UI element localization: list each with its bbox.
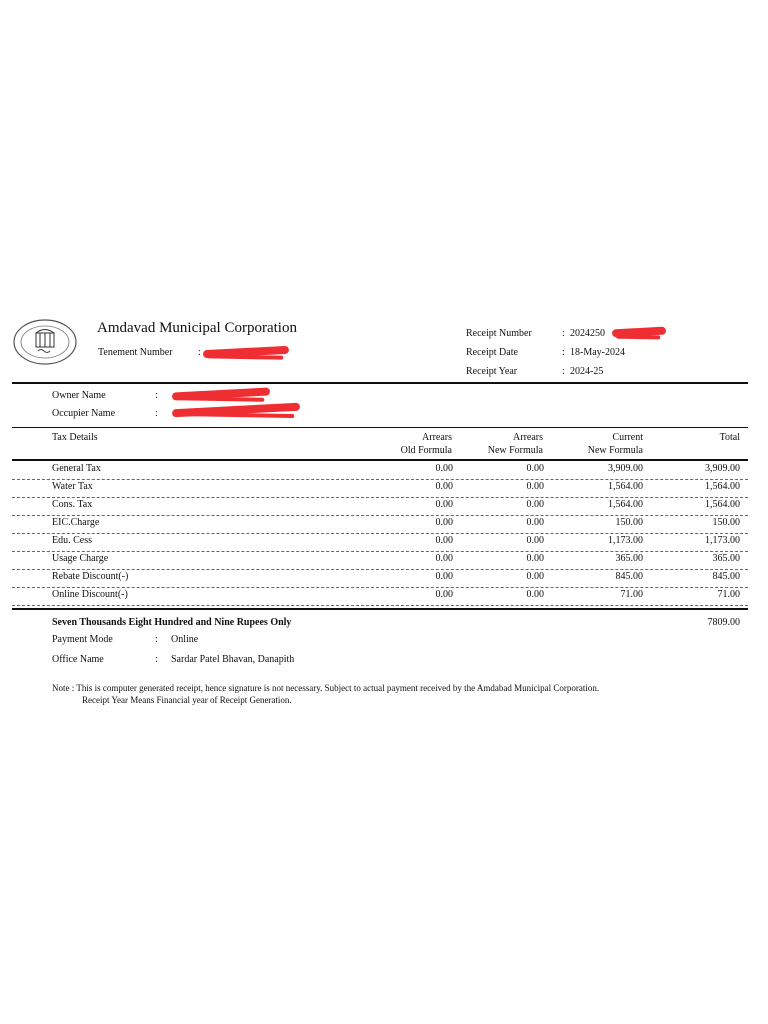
tax-name: Edu. Cess [52, 535, 92, 546]
receipt-number-label: Receipt Number [466, 328, 532, 339]
arrears-old-value: 0.00 [435, 589, 453, 600]
amount-total: 7809.00 [707, 617, 740, 628]
occupier-name-label: Occupier Name [52, 408, 116, 419]
note-line-2: Receipt Year Means Financial year of Receipt Generation. [82, 695, 292, 705]
total-header: Total [719, 432, 740, 443]
arrears-new-value: 0.00 [526, 463, 544, 474]
arrears-new-header [488, 431, 543, 457]
arrears-old-header [401, 431, 452, 457]
total-value: 150.00 [712, 517, 740, 528]
current-header [588, 431, 643, 457]
current-value: 150.00 [615, 517, 643, 528]
receipt-year-separator: : [562, 366, 565, 377]
tenement-number-label: Tenement Number [98, 347, 173, 358]
arrears-new-value: 0.00 [526, 571, 544, 582]
arrears-new-value: 0.00 [526, 499, 544, 510]
organization-name: Amdavad Municipal Corporation [97, 320, 297, 336]
owner-divider [12, 427, 748, 428]
current-value: 1,173.00 [608, 535, 643, 546]
payment-mode-value: Online [171, 634, 199, 645]
current-value: 3,909.00 [608, 463, 643, 474]
arrears-old-value: 0.00 [435, 481, 453, 492]
arrears-new-header-line1: Arrears [513, 432, 543, 443]
arrears-old-header-line2: Old Formula [400, 445, 452, 456]
arrears-old-value: 0.00 [435, 517, 453, 528]
receipt-number-redaction [612, 327, 666, 338]
arrears-old-value: 0.00 [435, 571, 453, 582]
table-row [12, 515, 748, 534]
arrears-old-header-line1: Arrears [422, 432, 452, 443]
tax-name: Water Tax [52, 481, 93, 492]
arrears-old-value: 0.00 [435, 535, 453, 546]
arrears-old-value: 0.00 [435, 463, 453, 474]
receipt-number-separator: : [562, 328, 565, 339]
table-row [12, 587, 748, 606]
tax-name: EIC.Charge [52, 517, 100, 528]
arrears-new-value: 0.00 [526, 517, 544, 528]
amount-in-words: Seven Thousands Eight Hundred and Nine Rupees Only [52, 617, 292, 628]
current-value: 1,564.00 [608, 481, 643, 492]
total-value: 1,564.00 [705, 499, 740, 510]
tax-name: Rebate Discount(-) [52, 571, 129, 582]
table-row [12, 497, 748, 516]
total-value: 71.00 [717, 589, 740, 600]
table-bottom-divider [12, 608, 748, 610]
tax-name: Online Discount(-) [52, 589, 128, 600]
tax-name: General Tax [52, 463, 101, 474]
table-row [12, 533, 748, 552]
total-value: 1,173.00 [705, 535, 740, 546]
receipt-date-separator: : [562, 347, 565, 358]
arrears-new-value: 0.00 [526, 481, 544, 492]
total-value: 365.00 [712, 553, 740, 564]
owner-name-label: Owner Name [52, 390, 106, 401]
note-line-1: Note : This is computer generated receipt, hence signature is not necessary. Subject to actual payment received by the Amdabad Municipal Corporation. [52, 683, 600, 693]
owner-name-separator: : [155, 390, 158, 401]
total-value: 845.00 [712, 571, 740, 582]
office-name-separator: : [155, 654, 158, 665]
current-value: 71.00 [620, 589, 643, 600]
current-value: 365.00 [615, 553, 643, 564]
receipt-date-value: 18-May-2024 [570, 347, 625, 358]
table-row [12, 569, 748, 588]
arrears-new-value: 0.00 [526, 589, 544, 600]
current-header-line1: Current [612, 432, 643, 443]
arrears-new-header-line2: New Formula [487, 445, 543, 456]
header-divider [12, 382, 748, 384]
tax-details-header: Tax Details [52, 432, 98, 443]
payment-mode-separator: : [155, 634, 158, 645]
table-row [12, 551, 748, 570]
office-name-label: Office Name [52, 654, 104, 665]
occupier-name-redaction [172, 403, 300, 418]
total-value: 3,909.00 [705, 463, 740, 474]
table-row [12, 461, 748, 480]
owner-name-redaction [172, 387, 270, 400]
office-name-value: Sardar Patel Bhavan, Danapith [171, 654, 295, 665]
tax-name: Cons. Tax [52, 499, 93, 510]
tax-name: Usage Charge [52, 553, 109, 564]
current-value: 1,564.00 [608, 499, 643, 510]
arrears-new-value: 0.00 [526, 535, 544, 546]
receipt-year-value: 2024-25 [570, 366, 604, 377]
arrears-new-value: 0.00 [526, 553, 544, 564]
amc-seal-logo [12, 318, 78, 366]
total-value: 1,564.00 [705, 481, 740, 492]
receipt-date-label: Receipt Date [466, 347, 518, 358]
current-value: 845.00 [615, 571, 643, 582]
receipt-number-value: 2024250 [570, 328, 605, 339]
receipt-year-label: Receipt Year [466, 366, 518, 377]
table-row [12, 479, 748, 498]
tenement-number-separator: : [198, 347, 201, 358]
current-header-line2: New Formula [587, 445, 643, 456]
occupier-name-separator: : [155, 408, 158, 419]
payment-mode-label: Payment Mode [52, 634, 113, 645]
arrears-old-value: 0.00 [435, 499, 453, 510]
tenement-number-redaction [203, 346, 289, 358]
arrears-old-value: 0.00 [435, 553, 453, 564]
